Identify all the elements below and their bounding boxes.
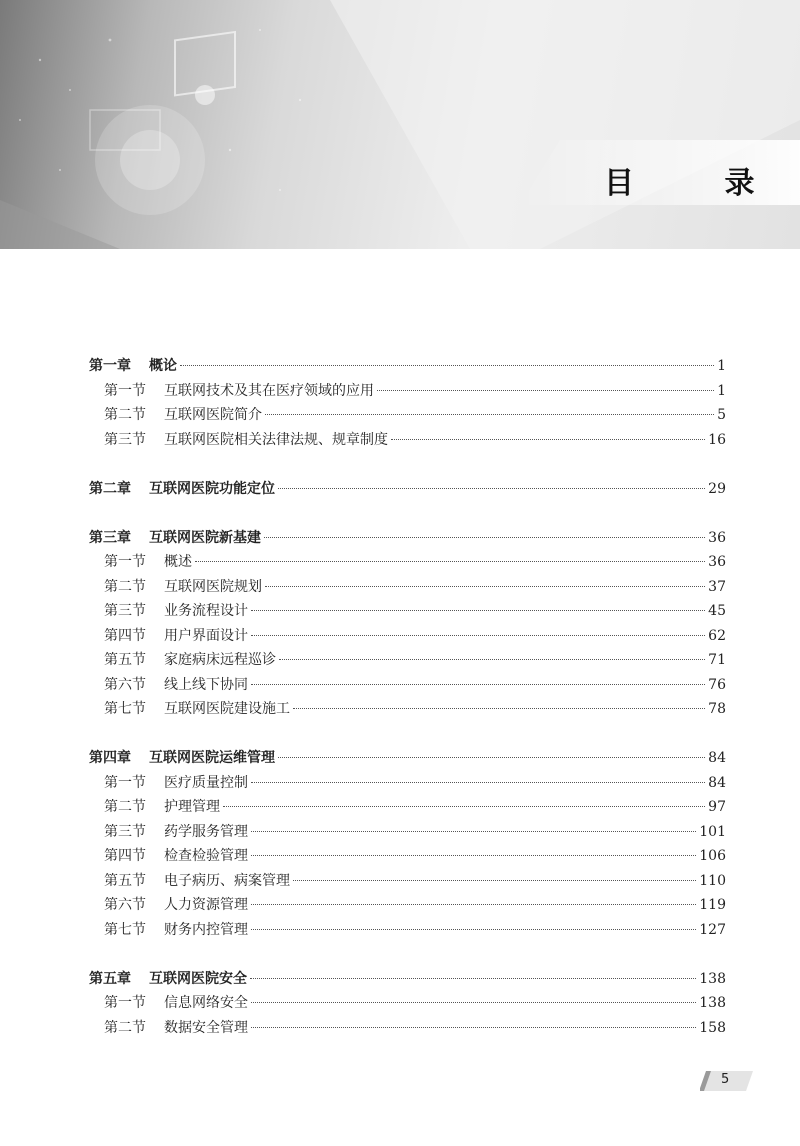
toc-dot-leader [293,880,696,881]
toc-dot-leader [265,586,705,587]
toc-entry-page: 36 [708,554,726,570]
toc-entry-title: 人力资源管理 [164,897,248,913]
toc-entry-number: 第六节 [104,897,146,913]
toc-entry-number: 第五节 [104,872,146,889]
toc-chapter-entry[interactable] [89,747,726,772]
toc-entry-page: 138 [699,995,726,1011]
toc-section-entry[interactable] [89,992,726,1017]
toc-section-entry[interactable] [89,625,726,650]
toc-dot-leader [391,439,705,440]
toc-dot-leader [251,610,705,611]
toc-section-entry[interactable] [89,772,726,797]
page-number: 5 [721,1072,730,1087]
toc-dot-leader [223,806,705,807]
toc-section-entry[interactable] [89,821,726,846]
toc-entry-page: 76 [708,676,726,693]
toc-entry-number: 第四章 [89,750,131,766]
toc-entry-title: 护理管理 [164,799,220,815]
toc-entry-number: 第三章 [89,529,131,546]
toc-entry-number: 第一节 [104,995,146,1011]
toc-entry-title: 数据安全管理 [164,1019,248,1036]
banner-graphic [0,0,800,249]
toc-entry-page: 138 [699,970,726,987]
toc-entry-page: 119 [699,897,726,913]
toc-dot-leader [278,488,705,489]
toc-entry-page: 45 [708,603,726,619]
toc-entry-number: 第七节 [104,701,146,717]
page-title: 目 录 [604,166,795,201]
toc-entry-page: 97 [708,799,726,815]
toc-entry-number: 第二节 [104,407,146,423]
toc-entry-title: 互联网医院新基建 [149,529,261,546]
toc-entry-title: 信息网络安全 [164,995,248,1011]
toc-entry-title: 互联网医院功能定位 [149,480,275,497]
toc-dot-leader [265,414,714,415]
toc-entry-title: 线上线下协同 [164,676,248,693]
toc-entry-page: 1 [717,358,726,374]
toc-dot-leader [250,978,696,979]
toc-dot-leader [251,904,696,905]
toc-spacer [89,943,726,968]
toc-entry-number: 第五章 [89,970,131,987]
toc-dot-leader [251,635,705,636]
toc-dot-leader [195,561,705,562]
toc-section-entry[interactable] [89,576,726,601]
toc-entry-number: 第五节 [104,652,146,668]
toc-entry-page: 16 [708,431,726,448]
toc-dot-leader [251,929,696,930]
toc-section-entry[interactable] [89,894,726,919]
toc-entry-title: 医疗质量控制 [164,774,248,791]
toc-entry-number: 第四节 [104,848,146,864]
toc-dot-leader [251,831,696,832]
toc-entry-number: 第一节 [104,554,146,570]
toc-entry-number: 第六节 [104,676,146,693]
toc-entry-title: 互联网技术及其在医疗领域的应用 [164,382,374,399]
toc-spacer [89,502,726,527]
toc-section-entry[interactable] [89,1017,726,1042]
toc-entry-page: 78 [708,701,726,717]
table-of-contents [89,355,726,1041]
toc-dot-leader [251,1027,696,1028]
toc-entry-title: 检查检验管理 [164,848,248,864]
toc-entry-title: 互联网医院运维管理 [149,750,275,766]
toc-dot-leader [279,659,705,660]
toc-chapter-entry[interactable] [89,527,726,552]
toc-entry-page: 37 [708,578,726,595]
toc-entry-number: 第二节 [104,578,146,595]
toc-entry-number: 第二章 [89,480,131,497]
toc-dot-leader [180,365,714,366]
toc-entry-title: 互联网医院建设施工 [164,701,290,717]
toc-section-entry[interactable] [89,649,726,674]
toc-entry-number: 第一节 [104,774,146,791]
page-number-badge [700,1070,754,1092]
toc-section-entry[interactable] [89,870,726,895]
toc-entry-page: 127 [699,921,726,938]
toc-entry-page: 71 [708,652,726,668]
toc-entry-title: 互联网医院相关法律法规、规章制度 [164,431,388,448]
toc-entry-title: 家庭病床远程巡诊 [164,652,276,668]
header-banner [0,0,800,249]
toc-entry-title: 互联网医院规划 [164,578,262,595]
toc-entry-number: 第二节 [104,1019,146,1036]
toc-dot-leader [251,1002,696,1003]
toc-section-entry[interactable] [89,429,726,454]
toc-entry-title: 电子病历、病案管理 [164,872,290,889]
toc-entry-number: 第二节 [104,799,146,815]
toc-entry-title: 业务流程设计 [164,603,248,619]
toc-entry-page: 29 [708,480,726,497]
toc-entry-page: 1 [717,382,726,399]
toc-section-entry[interactable] [89,380,726,405]
toc-chapter-entry[interactable] [89,968,726,993]
toc-entry-page: 84 [708,750,726,766]
toc-entry-number: 第七节 [104,921,146,938]
toc-entry-number: 第一节 [104,382,146,399]
toc-dot-leader [264,537,705,538]
toc-chapter-entry[interactable] [89,478,726,503]
toc-entry-title: 概论 [149,358,177,374]
toc-dot-leader [278,757,705,758]
toc-entry-number: 第三节 [104,603,146,619]
toc-dot-leader [251,855,696,856]
toc-dot-leader [377,390,714,391]
toc-entry-page: 106 [699,848,726,864]
toc-dot-leader [251,684,705,685]
toc-entry-number: 第一章 [89,358,131,374]
toc-entry-number: 第三节 [104,431,146,448]
toc-dot-leader [251,782,705,783]
toc-section-entry[interactable] [89,919,726,944]
toc-entry-page: 5 [717,407,726,423]
toc-section-entry[interactable] [89,698,726,723]
toc-entry-title: 互联网医院简介 [164,407,262,423]
toc-section-entry[interactable] [89,551,726,576]
toc-spacer [89,723,726,748]
toc-entry-page: 62 [708,627,726,644]
toc-section-entry[interactable] [89,674,726,699]
toc-spacer [89,453,726,478]
toc-entry-title: 财务内控管理 [164,921,248,938]
toc-chapter-entry[interactable] [89,355,726,380]
toc-entry-title: 概述 [164,554,192,570]
toc-entry-title: 互联网医院安全 [149,970,247,987]
toc-entry-number: 第三节 [104,823,146,840]
toc-section-entry[interactable] [89,404,726,429]
toc-entry-page: 110 [699,872,726,889]
toc-entry-number: 第四节 [104,627,146,644]
toc-entry-page: 158 [699,1019,726,1036]
toc-section-entry[interactable] [89,796,726,821]
toc-entry-title: 药学服务管理 [164,823,248,840]
toc-section-entry[interactable] [89,600,726,625]
toc-entry-page: 36 [708,529,726,546]
toc-dot-leader [293,708,705,709]
toc-entry-page: 84 [708,774,726,791]
toc-entry-page: 101 [699,823,726,840]
toc-entry-title: 用户界面设计 [164,627,248,644]
toc-section-entry[interactable] [89,845,726,870]
